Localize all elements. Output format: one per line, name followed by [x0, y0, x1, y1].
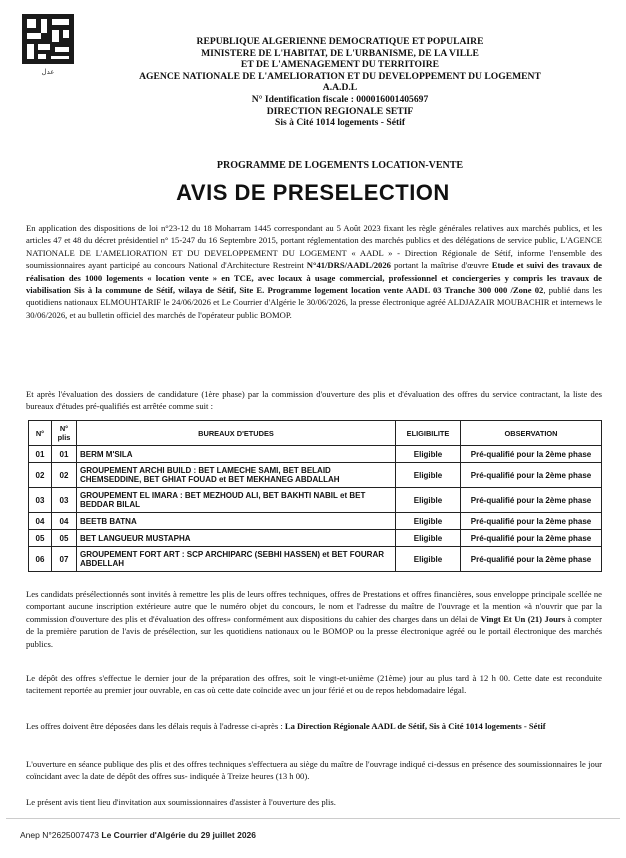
header-line: Sis à Cité 1014 logements - Sétif — [274, 117, 406, 129]
anep-reference: Anep N°2625007473 — [20, 830, 100, 840]
letterhead — [80, 36, 600, 129]
address-paragraph: Les offres doivent être déposées dans les délais requis à l'adresse ci-après : La Direction Régionale AADL de Sétif, Sis à Cité 1014 logements - Sétif — [26, 721, 546, 731]
cell-bureau: GROUPEMENT EL IMARA : BET MEZHOUD ALI, BET BAKHTI NABIL et BET BEDDAR BILAL — [77, 488, 396, 513]
intro-paragraph: En application des dispositions de loi n°23-12 du 18 Moharram 1445 correspondant au 5 Août 2023 fixant les règle générales relatives aux marchés publics, et les articles 47 et 48 du décret présidentiel n° 15-247 du 16 Septembre 2015, portant réglementation des marchés publics et des délégations de service public, L'AGENCE NATIONALE DE L'AMELIORATION ET DU DEVELOPPEMENT DU LOGEMENT « AADL » - Direction Régionale de Sétif, informe l'ensemble des soumissionnaires ayant participé au concours National d'Architecture Restreint N°41/DRS/AADL/2026 portant la maîtrise d'œuvre Etude et suivi des travaux de réalisation des 1000 logements « location vente » en TCE, avec locaux à usage commercial, professionnel et conciergeries y compris les travaux de viabilisation Sis à la commune de Sétif, wilaya de Sétif, Site E. Programme logement location vente AADL 03 Tranche 300 000 /Zone 02, publié dans les quotidiens nationaux ELMOUHTARIF le 24/06/2026 et Le Courrier d'Algérie le 30/06/2026, la presse électronique agréé ALDJAZAIR MOUBACHIR et internews le 30/06/2026, et au bulletin officiel des marchés de l'opérateur public BOMOP. — [26, 223, 602, 320]
cell-bureau: GROUPEMENT ARCHI BUILD : BET LAMECHE SAMI, BET BELAID CHEMSEDDINE, BET GHIAT FOUAD et BET MEKHANEG ABDALLAH — [77, 463, 396, 488]
cell-pli: 02 — [52, 463, 77, 488]
col-header-observation: OBSERVATION — [461, 421, 602, 446]
table-row — [29, 513, 602, 530]
col-header-n: N° — [29, 421, 52, 446]
header-line: ET DE L'AMENAGEMENT DU TERRITOIRE — [240, 59, 440, 71]
aadl-logo-icon — [22, 14, 74, 64]
program-title: PROGRAMME DE LOGEMENTS LOCATION-VENTE — [216, 160, 464, 171]
table-row — [29, 530, 602, 547]
table-row — [29, 463, 602, 488]
divider — [6, 818, 620, 819]
cell-observation: Pré-qualifié pour la 2ème phase — [461, 547, 602, 572]
closing-paragraph: Le présent avis tient lieu d'invitation aux soumissionnaires d'assister à l'ouverture des plis. — [26, 797, 336, 807]
opening-paragraph: L'ouverture en séance publique des plis et des offres techniques s'effectuera au siège du maître de l'ouvrage indiqué ci-dessus en présence des soumissionnaires le jour coïncidant avec la date de dépôt des offres sus- indiquée à Treize heures (13 h 00). — [26, 759, 602, 782]
cell-n: 01 — [29, 446, 52, 463]
invitation-paragraph: Les candidats présélectionnés sont invités à remettre les plis de leurs offres techniques, offres de Prestations et offres financières, sous enveloppe principale scellée ne comportant aucune inscription extérieure autre que le numéro objet du concours, le nom et l'adresse du maître de l'ouvrage et la mention «à n'ouvrir que par la commission d'ouverture des plis et d'évaluation des offres» conformément aux dispositions du cahier des charges dans un délai de Vingt Et Un (21) Jours à compter de la première parution de l'avis de présélection, sur les quotidiens nationaux ou le BOMOP ou la presse électronique agréé ou le portail électronique des marchés publics. — [26, 589, 602, 649]
cell-pli: 01 — [52, 446, 77, 463]
evaluation-paragraph: Et après l'évaluation des dossiers de candidature (1ère phase) par la commission d'ouverture des plis et d'évaluation des offres du service contractant, la liste des bureaux d'études pré-qualifiés est arrêtée comme suit : — [26, 389, 602, 412]
cell-observation: Pré-qualifié pour la 2ème phase — [461, 488, 602, 513]
bureaux-table — [28, 420, 602, 572]
col-header-bureaux: BUREAUX D'ETUDES — [77, 421, 396, 446]
table-header-row — [29, 421, 602, 446]
deposit-paragraph: Le dépôt des offres s'effectue le dernier jour de la préparation des offres, soit le vingt-et-unième (21ème) jour au plus tard à 12 h 00. Cette date est reconduite tacitement reportée au premier jour ouvrable, en cas où cette date coïncide avec un jour férié et ou de repos hebdomadaire légal. — [26, 673, 602, 696]
cell-observation: Pré-qualifié pour la 2ème phase — [461, 513, 602, 530]
cell-bureau: BET LANGUEUR MUSTAPHA — [77, 530, 396, 547]
cell-observation: Pré-qualifié pour la 2ème phase — [461, 530, 602, 547]
publication-footer — [20, 830, 256, 840]
header-line: N° Identification fiscale : 000016001405697 — [251, 93, 429, 105]
col-header-eligibilite: ELIGIBILITE — [396, 421, 461, 446]
cell-eligibilite: Eligible — [396, 547, 461, 572]
cell-pli: 05 — [52, 530, 77, 547]
page-title: AVIS DE PRESELECTION — [176, 180, 450, 205]
cell-bureau: BERM M'SILA — [77, 446, 396, 463]
cell-observation: Pré-qualifié pour la 2ème phase — [461, 463, 602, 488]
cell-pli: 03 — [52, 488, 77, 513]
table-row — [29, 547, 602, 572]
cell-eligibilite: Eligible — [396, 530, 461, 547]
cell-pli: 07 — [52, 547, 77, 572]
cell-observation: Pré-qualifié pour la 2ème phase — [461, 446, 602, 463]
cell-eligibilite: Eligible — [396, 488, 461, 513]
cell-eligibilite: Eligible — [396, 463, 461, 488]
cell-bureau: GROUPEMENT FORT ART : SCP ARCHIPARC (SEBHI HASSEN) et BET FOURAR ABDELLAH — [77, 547, 396, 572]
cell-n: 05 — [29, 530, 52, 547]
cell-eligibilite: Eligible — [396, 446, 461, 463]
cell-bureau: BEETB BATNA — [77, 513, 396, 530]
cell-n: 03 — [29, 488, 52, 513]
table-row — [29, 446, 602, 463]
cell-n: 06 — [29, 547, 52, 572]
header-line: AGENCE NATIONALE DE L'AMELIORATION ET DU DEVELOPPEMENT DU LOGEMENT — [139, 70, 541, 82]
header-line: DIRECTION REGIONALE SETIF — [266, 105, 414, 117]
cell-pli: 04 — [52, 513, 77, 530]
cell-n: 02 — [29, 463, 52, 488]
cell-n: 04 — [29, 513, 52, 530]
header-line: REPUBLIQUE ALGERIENNE DEMOCRATIQUE ET POPULAIRE — [196, 36, 484, 47]
header-line: A.A.D.L — [322, 82, 358, 94]
logo-caption: عدل — [41, 68, 55, 76]
col-header-plis: N° plis — [52, 421, 77, 446]
header-line: MINISTERE DE L'HABITAT, DE L'URBANISME, DE LA VILLE — [201, 47, 479, 59]
newspaper-reference: Le Courrier d'Algérie du 29 juillet 2026 — [101, 830, 257, 840]
cell-eligibilite: Eligible — [396, 513, 461, 530]
table-row — [29, 488, 602, 513]
